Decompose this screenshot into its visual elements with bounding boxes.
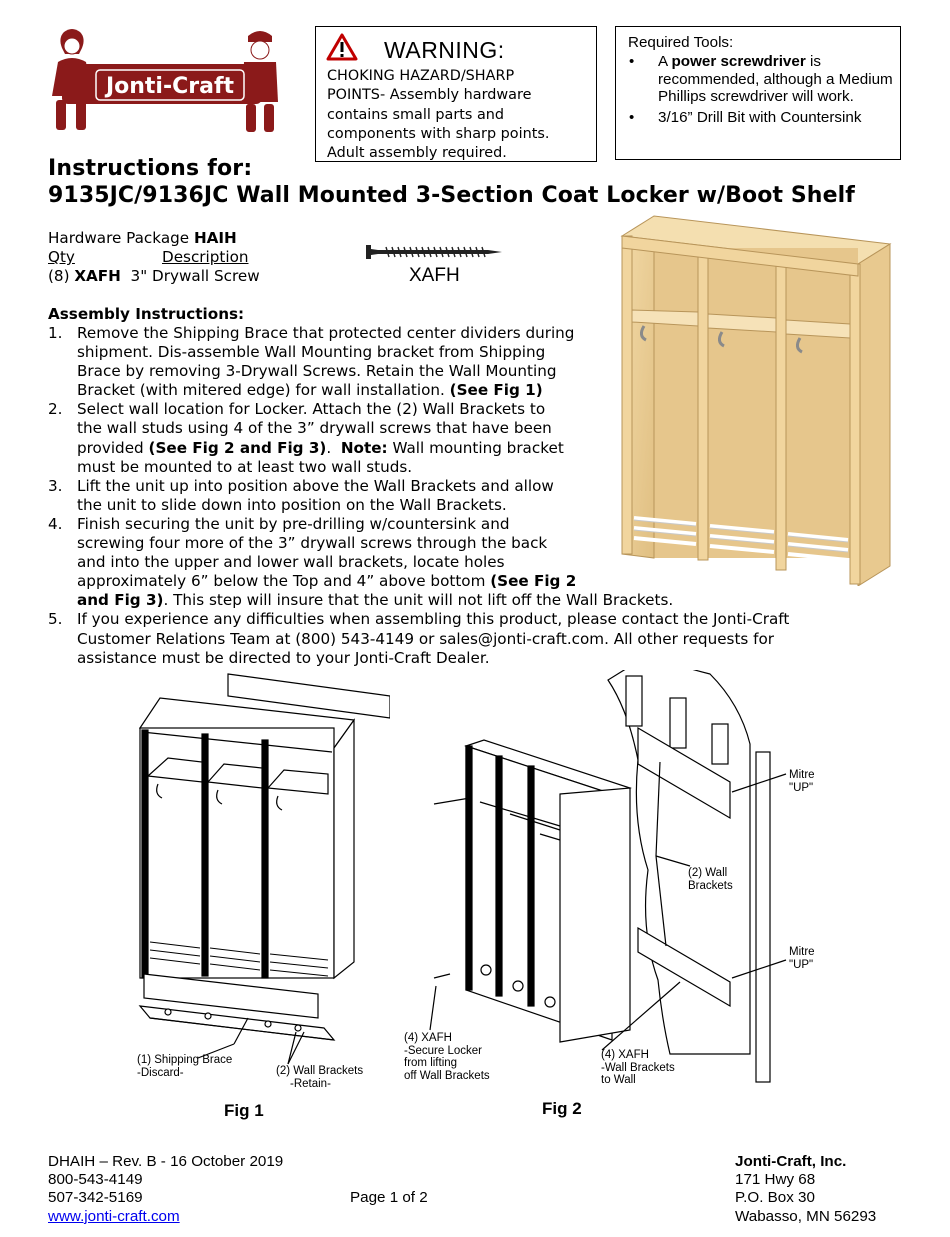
assembly-step: 3. Lift the unit up into position above the Wall Brackets and allow the unit to slide down into position on the Wall Brackets. <box>48 476 554 514</box>
fig2-callout-mitre-top: Mitre "UP" <box>789 769 815 794</box>
fig2-callout-wall-brackets: (2) Wall Brackets <box>688 867 733 892</box>
page-title-line-2: 9135JC/9136JC Wall Mounted 3-Section Coat Locker w/Boot Shelf <box>48 183 855 208</box>
assembly-heading: Assembly Instructions: <box>48 305 245 323</box>
fig1-diagram <box>128 672 390 1094</box>
assembly-step: 1. Remove the Shipping Brace that protected center dividers during shipment. Dis-assemble Wall Mounting bracket from Shipping Brace by removing 3-Drywall Screws. Retain the Wall Mounting Bracket (with mitered edge) for wall installation. (See Fig 1) <box>48 324 575 400</box>
assembly-step: 5. If you experience any difficulties when assembling this product, please contact the Jonti-Craft Customer Relations Team at (800) 543-4149 or sales@jonti-craft.com. All other requests for assistance must be directed to your Jonti-Craft Dealer. <box>48 610 790 667</box>
svg-text:®: ® <box>245 103 253 112</box>
required-tools-box <box>615 26 901 160</box>
footer-right <box>735 1153 876 1226</box>
hardware-item: (8) XAFH 3" Drywall Screw <box>48 267 260 285</box>
jonti-craft-logo <box>48 26 284 138</box>
assembly-step: 2. Select wall location for Locker. Attach the (2) Wall Brackets to the wall studs using 4 of the 3” drywall screws that have been provided (See Fig 2 and Fig 3). Note: Wall mounting bracket must be mounted to at least two wall studs. <box>48 400 564 476</box>
fig2-callout-mitre-bottom: Mitre "UP" <box>789 946 815 971</box>
tools-item: • A power screwdriver is recommended, although a Medium Phillips screwdriver will work. <box>628 53 896 106</box>
tools-list <box>628 53 896 126</box>
screw-label: XAFH <box>409 265 460 286</box>
doc-revision: DHAIH – Rev. B - 16 October 2019 <box>48 1153 284 1170</box>
assembly-steps <box>48 324 848 668</box>
warning-triangle-icon <box>326 33 358 61</box>
warning-text: CHOKING HAZARD/SHARP POINTS- Assembly hardware contains small parts and components with sharp points. Adult assembly required. <box>327 68 550 162</box>
website-link[interactable]: www.jonti-craft.com <box>48 1207 180 1225</box>
fig2-callout-secure-locker: (4) XAFH -Secure Locker from lifting off Wall Brackets <box>404 1032 490 1082</box>
fig1-callout-shipping-brace: (1) Shipping Brace -Discard- <box>137 1054 233 1079</box>
warning-box <box>315 26 597 162</box>
logo-text: Jonti-Craft <box>105 74 235 99</box>
page-title-line-1: Instructions for: <box>48 156 253 181</box>
fig1-callout-wall-brackets: (2) Wall Brackets -Retain- <box>276 1065 364 1090</box>
fig2-diagram <box>400 670 820 1090</box>
address-line: 171 Hwy 68 <box>735 1171 816 1189</box>
assembly-step: 4. Finish securing the unit by pre-drilling w/countersink and screwing four more of the 3” drywall screws through the back and into the upper and lower wall brackets, locate holes approximately 6” below the Top and 4” above bottom (See Fig 2 and Fig 3). This step will insure that the unit will not lift off the Wall Brackets. <box>48 514 674 610</box>
phone-1: 800-543-4149 <box>48 1171 143 1189</box>
fig1-label: Fig 1 <box>224 1101 264 1120</box>
warning-title: WARNING: <box>384 37 505 63</box>
footer-left <box>48 1153 283 1226</box>
hardware-desc-header: Description <box>162 248 249 266</box>
drywall-screw-image <box>366 243 504 261</box>
address-line: Wabasso, MN 56293 <box>735 1207 877 1225</box>
tools-title: Required Tools: <box>628 34 734 51</box>
tools-item: • 3/16” Drill Bit with Countersink <box>628 109 896 127</box>
phone-2: 507-342-5169 <box>48 1189 143 1207</box>
hardware-package: Hardware Package HAIH <box>48 229 237 247</box>
fig2-callout-brackets-to-wall: (4) XAFH -Wall Brackets to Wall <box>601 1049 675 1086</box>
hardware-qty-header: Qty <box>48 248 75 266</box>
fig2-label: Fig 2 <box>542 1099 582 1118</box>
company-name: Jonti-Craft, Inc. <box>735 1153 847 1170</box>
page-number: Page 1 of 2 <box>350 1189 428 1206</box>
address-line: P.O. Box 30 <box>735 1189 815 1207</box>
